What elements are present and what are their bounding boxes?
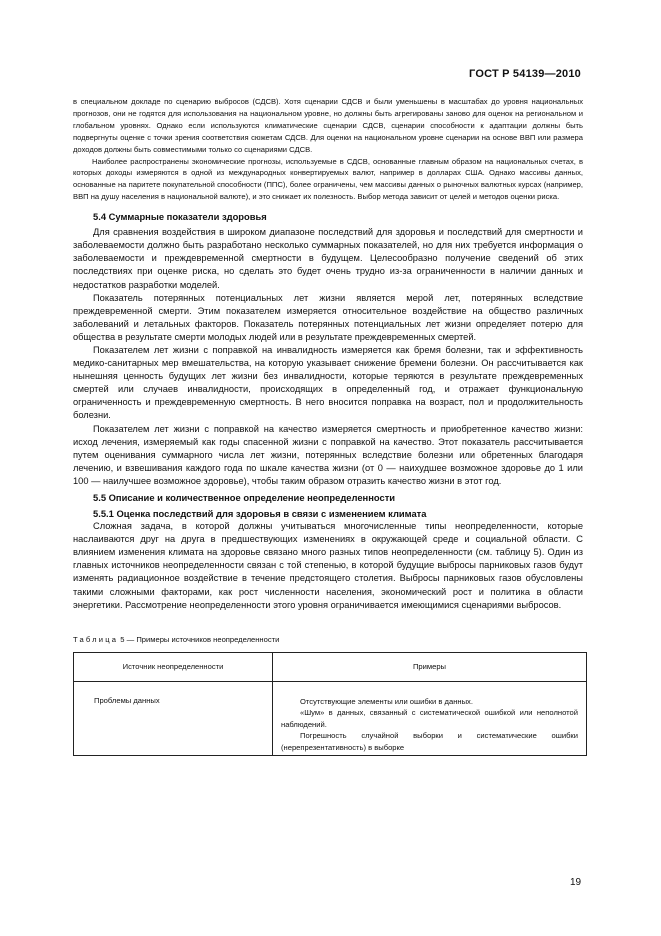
example-line: Отсутствующие элементы или ошибки в данных. (300, 696, 473, 706)
standard-designation: ГОСТ Р 54139—2010 (469, 68, 581, 80)
table-header-row (74, 652, 587, 681)
table-cell-examples (273, 681, 587, 756)
section-paragraph: Показателем лет жизни с поправкой на инвалидность измеряется как бремя болезни, так и эффективность медико-санитарных мер вмешательства, на которую указывает снижение бремени болезни. Он рассчитывается как нынешняя ценность будущих лет жизни без инвалидности, которые теряются в результате преждевременных смертей или случаев инвалидности, происходящих в определенный год, и отражает функциональную ограниченность и преждевременную смертность. В него вносится поправка на возраст, пол и продолжительность болезни. (73, 345, 583, 421)
table-caption (73, 634, 583, 645)
intro-paragraph: в специальном докладе по сценарию выбросов (СДСВ). Хотя сценарии СДСВ и были уменьшены в масштабах до уровня национальных прогнозов, они не годятся для использования на национальном уровне, но должны быть агрегированы заново для оценок на региональном и глобальном уровнях. Однако если используются климатические сценарии СДСВ, сценарии способности к адаптации должны быть подвергнуты оценке с точки зрения соответствия сюжетам СДСВ. Для оценки на национальном уровне сценарии на основе ВВП или размера доходов должны быть совместимыми только со сценариями СДСВ. (73, 97, 583, 154)
table-cell-source: Проблемы данных (74, 681, 273, 756)
table-caption-word: Таблица (73, 634, 119, 644)
table-header-source: Источник неопределенности (74, 652, 273, 681)
intro-paragraph: Наиболее распространены экономические прогнозы, используемые в СДСВ, основанные главным образом на национальных счетах, в которых доходы измеряются в одной из международных конвертируемых валют, например в долларах США. Однако массивы данных, основанные на паритете покупательной способности (ППС), более ограничены, чем массивы данных о рыночных валютных курсах (например, ВВП на душу населения в национальной валюте), и это снижает их полезность. Выбор метода зависит от целей и методов оценки риска. (73, 156, 583, 202)
section-paragraph: Сложная задача, в которой должны учитываться многочисленные типы неопределенности, которые наслаиваются друг на друга в предшествующих изменениях в окружающей среде и социальной области. С влиянием изменения климата на здоровье связано много разных типов неопределенности (см. таблицу 5). Один из главных источников неопределенности связан с той степенью, в которой будущие выбросы парниковых газов будут изменять радиационное воздействие в течение предстоящего столетия. Выбросы парниковых газов обусловлены такими сложными факторами, как рост численности населения, экономический рост и политика в области энергетики. Рассмотрение неопределенности этого уровня ограничивается имеющимися сценариями выбросов. (73, 521, 583, 610)
section-heading-5-5-1: 5.5.1 Оценка последствий для здоровья в связи с изменением климата (93, 508, 427, 520)
table-row (74, 681, 587, 756)
section-heading-5-5: 5.5 Описание и количественное определение неопределенности (93, 492, 396, 504)
example-line: «Шум» в данных, связанный с систематической ошибкой или неполнотой наблюдений. (281, 708, 578, 729)
example-line: Погрешность случайной выборки и систематические ошибки (нерепрезентативность) в выборке (281, 731, 578, 752)
section-heading-5-4: 5.4 Суммарные показатели здоровья (93, 211, 267, 223)
section-paragraph: Показатель потерянных потенциальных лет жизни является мерой лет, потерянных вследствие преждевременной смерти. Этим показателем измеряется относительное воздействие на общество различных заболеваний и летальных факторов. Показатель потерянных потенциальных лет жизни определяет потерю для общества в результате смерти молодых людей или в результате преждевременных смертей. (73, 292, 583, 342)
table-caption-text: 5 — Примеры источников неопределенности (118, 634, 280, 644)
uncertainty-sources-table (73, 652, 587, 757)
section-paragraph: Для сравнения воздействия в широком диапазоне последствий для здоровья и последствий для смертности и заболеваемости должно быть разработано несколько суммарных показателей, но для них требуется информация о заболеваемости и преждевременной смертности в будущем. Целесообразно получение сведений об этих последствиях при оценке риска, но сделать это будет очень трудно из-за ограниченности в наличии данных и недостатков разработки моделей. (73, 227, 583, 290)
section-paragraph: Показателем лет жизни с поправкой на качество измеряется смертность и приобретенное качество жизни: исход лечения, измеряемый как годы спасенной жизни с поправкой на качество. Этот показатель рассчитывается путем оценивания суммарного числа лет жизни, потерянных вследствие болезни или обретенных благодаря лечению, и взвешивания каждого года по шкале качества жизни (от 0 — наихудшее возможное здоровье до 1 или 100 — наилучшее возможное здоровье), чтобы таким образом отразить качество жизни в этот год. (73, 423, 583, 486)
page-number: 19 (570, 877, 582, 888)
page-content (73, 96, 583, 756)
table-header-examples: Примеры (273, 652, 587, 681)
